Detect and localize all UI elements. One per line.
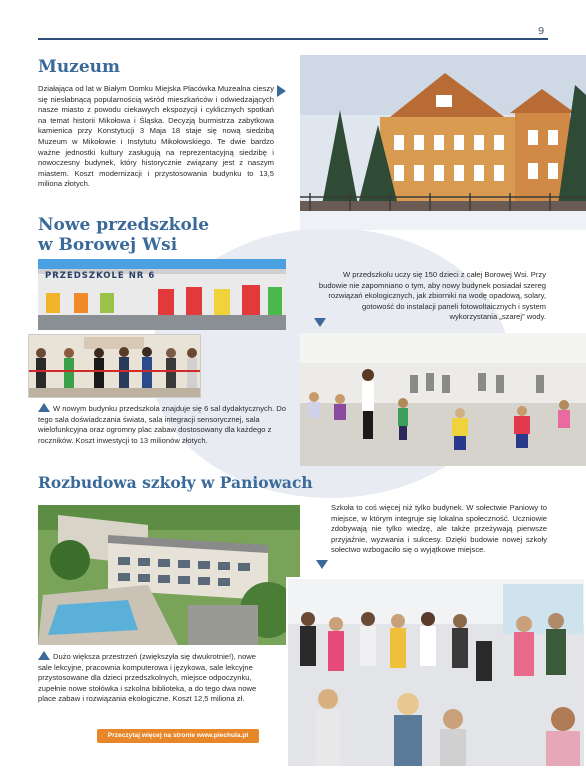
school-text-left: Dużo większa przestrzeń (zwiększyła się dwukrotnie!), nowe sale lekcyjne, pracownia komputerowa i językowa, sale lekcyjne przystosowane dla dzieci przedszkolnych, miejsce odpoczynku, zupełnie nowe stołówka i szkolna biblioteka, a do tego dwa nowe place zabaw i rozwiązania ekologiczne. Koszt 12,5 miliona zł. xyxy=(38,652,257,704)
arrow-right-icon xyxy=(277,85,286,97)
kindergarten-sign: PRZEDSZKOLE NR 6 xyxy=(45,271,156,281)
page-number: 9 xyxy=(538,26,545,37)
kindergarten-text-left: W nowym budynku przedszkola znajduje się 6 sal dydaktycznych. Do tego sala doświadczania świata, sala integracji sensorycznej, sala wielofunkcyjna oraz ogromny plac zabaw dostosowany dla każdego z roczników. Koszt inwestycji to 13 milionów złotych. xyxy=(38,404,286,445)
kindergarten-text-right: W przedszkolu uczy się 150 dzieci z całej Borowej Wsi. Przy budowie nie zapomniano o tym, aby nowy budynek posiadał szereg rozwiązań ekologicznych, jak zbiorniki na wodę opadową, solary, gotowość do instalacji paneli fotowoltaicznych i system wykorzystania „szarej” wody. xyxy=(318,270,546,322)
ribbon-cutting-photo xyxy=(28,334,201,398)
arrow-down-icon-2 xyxy=(316,560,328,569)
arrow-up-icon-2 xyxy=(38,651,50,660)
school-title: Rozbudowa szkoły w Paniowach xyxy=(38,473,313,492)
read-more-button[interactable]: Przeczytaj więcej na stronie www.piechula.pl xyxy=(97,729,259,743)
museum-title: Muzeum xyxy=(38,57,120,77)
school-crowd-photo xyxy=(286,577,586,768)
arrow-down-icon xyxy=(314,318,326,327)
kindergarten-title-line2: w Borowej Wsi xyxy=(38,235,178,255)
top-rule xyxy=(38,38,548,40)
kindergarten-title-line1: Nowe przedszkole xyxy=(38,215,210,235)
museum-building-photo xyxy=(300,55,586,230)
school-text-right: Szkoła to coś więcej niż tylko budynek. W sołectwie Paniowy to miejsce, w którym integruje się lokalna społeczność. Uczniowie zdobywają nie tylko wiedzę, ale także przeżywają pierwsze przyjaźnie, wyzwania i sukcesy. Dzięki budowie nowej szkoły sołectwo wzbogaciło się o wyjątkowe miejsce. xyxy=(331,503,547,555)
children-dancing-photo xyxy=(300,333,586,466)
arrow-up-icon xyxy=(38,403,50,412)
school-aerial-photo xyxy=(38,505,300,645)
museum-text: Działająca od lat w Białym Domku Miejska Placówka Muzealna cieszy się niesłabnącą popularnością wśród mieszkańców i odwiedzających nasze miasto z powodu ciekawych ekspozycji i cyklicznych spotkań na temat historii Mikołowa i Śląska. Decyzją burmistrza zabytkowa kamienica przy Konstytucji 3 Maja 18 staje się nową siedzibą Muzeum w Mikołowie i Instytutu Mikołowskiego. Te dwie bardzo ważne jednostki kultury zasługują na reprezentacyjną siedzibę i nowoczesny budynek, który historycznie związany jest z naszym miastem. Koszt modernizacji i przystosowania budynku to 13,5 miliona złotych. xyxy=(38,84,274,189)
kindergarten-building-photo xyxy=(38,259,286,330)
